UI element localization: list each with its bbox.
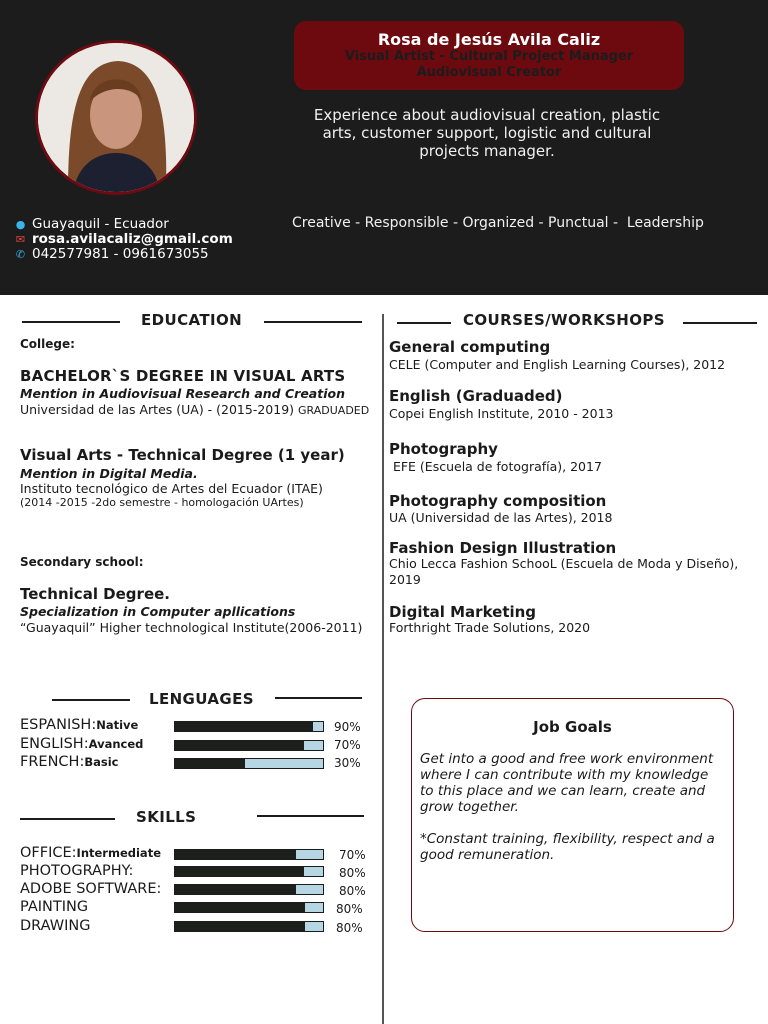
skill-percent: 80% xyxy=(339,866,366,880)
course-detail: Chio Lecca Fashion SchooL (Escuela de Moda y Diseño), 2019 xyxy=(389,556,739,587)
bar-fill xyxy=(175,903,305,912)
degree-mention: Specialization in Computer apllications xyxy=(20,604,296,619)
personal-traits: Creative - Responsible - Organized - Punctual - Leadership xyxy=(292,215,704,231)
language-bar xyxy=(174,721,324,732)
skill-bar xyxy=(174,884,324,895)
bar-fill xyxy=(175,741,304,750)
degree-school: Instituto tecnológico de Artes del Ecuador (ITAE) xyxy=(20,481,323,496)
language-bar xyxy=(174,758,324,769)
section-rule xyxy=(20,818,115,820)
location-text: Guayaquil - Ecuador xyxy=(32,216,169,232)
course-title: Digital Marketing xyxy=(389,603,537,621)
role-line-1: Visual Artist - Cultural Project Manager xyxy=(344,49,634,64)
column-divider xyxy=(382,314,384,1024)
skill-percent: 80% xyxy=(339,884,366,898)
job-goals-paragraph: Get into a good and free work environment where I can contribute with my knowledge to this place and we can learn, create and grow together. xyxy=(420,751,714,815)
language-label: ESPANISH:Native xyxy=(20,717,139,733)
degree-mention: Mention in Digital Media. xyxy=(20,466,198,481)
email-row xyxy=(14,231,233,247)
bar-fill xyxy=(175,759,245,768)
skill-label: ADOBE SOFTWARE: xyxy=(20,881,162,897)
course-title: General computing xyxy=(389,338,551,356)
skills-heading: SKILLS xyxy=(136,808,197,826)
secondary-label: Secondary school: xyxy=(20,555,144,569)
skill-percent: 70% xyxy=(339,848,366,862)
job-goals-paragraph: *Constant training, flexibility, respect and a good remuneration. xyxy=(420,831,715,863)
course-detail: UA (Universidad de las Artes), 2018 xyxy=(389,510,613,525)
bar-fill xyxy=(175,850,296,859)
education-heading: EDUCATION xyxy=(141,311,243,329)
section-rule xyxy=(397,322,451,324)
location-pin-icon: ● xyxy=(15,218,26,231)
skill-bar xyxy=(174,902,324,913)
course-detail: EFE (Escuela de fotografía), 2017 xyxy=(389,459,602,474)
job-goals-title: Job Goals xyxy=(533,718,612,736)
degree-school: Universidad de las Artes (UA) - (2015-2019) GRADUADED xyxy=(20,402,370,417)
section-rule xyxy=(683,322,757,324)
degree-title: Technical Degree. xyxy=(20,585,170,603)
language-percent: 30% xyxy=(334,756,361,770)
skill-label: OFFICE:Intermediate xyxy=(20,845,161,861)
person-name: Rosa de Jesús Avila Caliz xyxy=(377,30,601,49)
skill-bar xyxy=(174,849,324,860)
course-title: Photography xyxy=(389,440,498,458)
language-label: ENGLISH:Avanced xyxy=(20,736,144,752)
skill-percent: 80% xyxy=(336,902,363,916)
section-rule xyxy=(257,815,364,817)
language-bar xyxy=(174,740,324,751)
college-label: College: xyxy=(20,337,75,351)
job-goals-text xyxy=(420,751,726,863)
language-percent: 70% xyxy=(334,738,361,752)
skill-label: PAINTING xyxy=(20,899,89,915)
course-detail: CELE (Computer and English Learning Courses), 2012 xyxy=(389,357,726,372)
languages-heading: LENGUAGES xyxy=(149,690,254,708)
skill-bar xyxy=(174,866,324,877)
skill-label: DRAWING xyxy=(20,918,91,934)
profile-photo xyxy=(35,40,197,195)
bar-fill xyxy=(175,885,296,894)
role-line-2: Audiovisual Creator xyxy=(416,65,562,80)
course-title: Fashion Design Illustration xyxy=(389,539,617,557)
degree-title: Visual Arts - Technical Degree (1 year) xyxy=(20,446,345,464)
course-detail: Copei English Institute, 2010 - 2013 xyxy=(389,406,614,421)
profile-summary: Experience about audiovisual creation, plastic arts, customer support, logistic and cultural projects manager. xyxy=(313,106,661,160)
phone-icon: ✆ xyxy=(15,248,26,261)
phone-row xyxy=(14,246,209,262)
section-rule xyxy=(264,321,362,323)
name-banner xyxy=(294,21,684,90)
skill-percent: 80% xyxy=(336,921,363,935)
bar-fill xyxy=(175,867,304,876)
mail-icon: ✉ xyxy=(15,233,26,246)
email-text[interactable]: rosa.avilacaliz@gmail.com xyxy=(32,231,233,247)
bar-fill xyxy=(175,722,313,731)
language-label: FRENCH:Basic xyxy=(20,754,119,770)
skill-label: PHOTOGRAPHY: xyxy=(20,863,134,879)
degree-title: BACHELOR`S DEGREE IN VISUAL ARTS xyxy=(20,367,346,385)
course-title: English (Graduaded) xyxy=(389,387,563,405)
language-percent: 90% xyxy=(334,720,361,734)
phone-text: 042577981 - 0961673055 xyxy=(32,246,209,262)
section-rule xyxy=(275,697,362,699)
skill-bar xyxy=(174,921,324,932)
degree-mention: Mention in Audiovisual Research and Creation xyxy=(20,386,345,401)
location-row xyxy=(14,216,169,232)
courses-heading: COURSES/WORKSHOPS xyxy=(463,311,665,329)
degree-years: (2014 -2015 -2do semestre - homologación UArtes) xyxy=(20,496,304,509)
course-detail: Forthright Trade Solutions, 2020 xyxy=(389,620,591,635)
section-rule xyxy=(22,321,120,323)
course-title: Photography composition xyxy=(389,492,607,510)
section-rule xyxy=(52,699,130,701)
bar-fill xyxy=(175,922,305,931)
degree-school: “Guayaquil” Higher technological Institute(2006-2011) xyxy=(20,620,363,635)
